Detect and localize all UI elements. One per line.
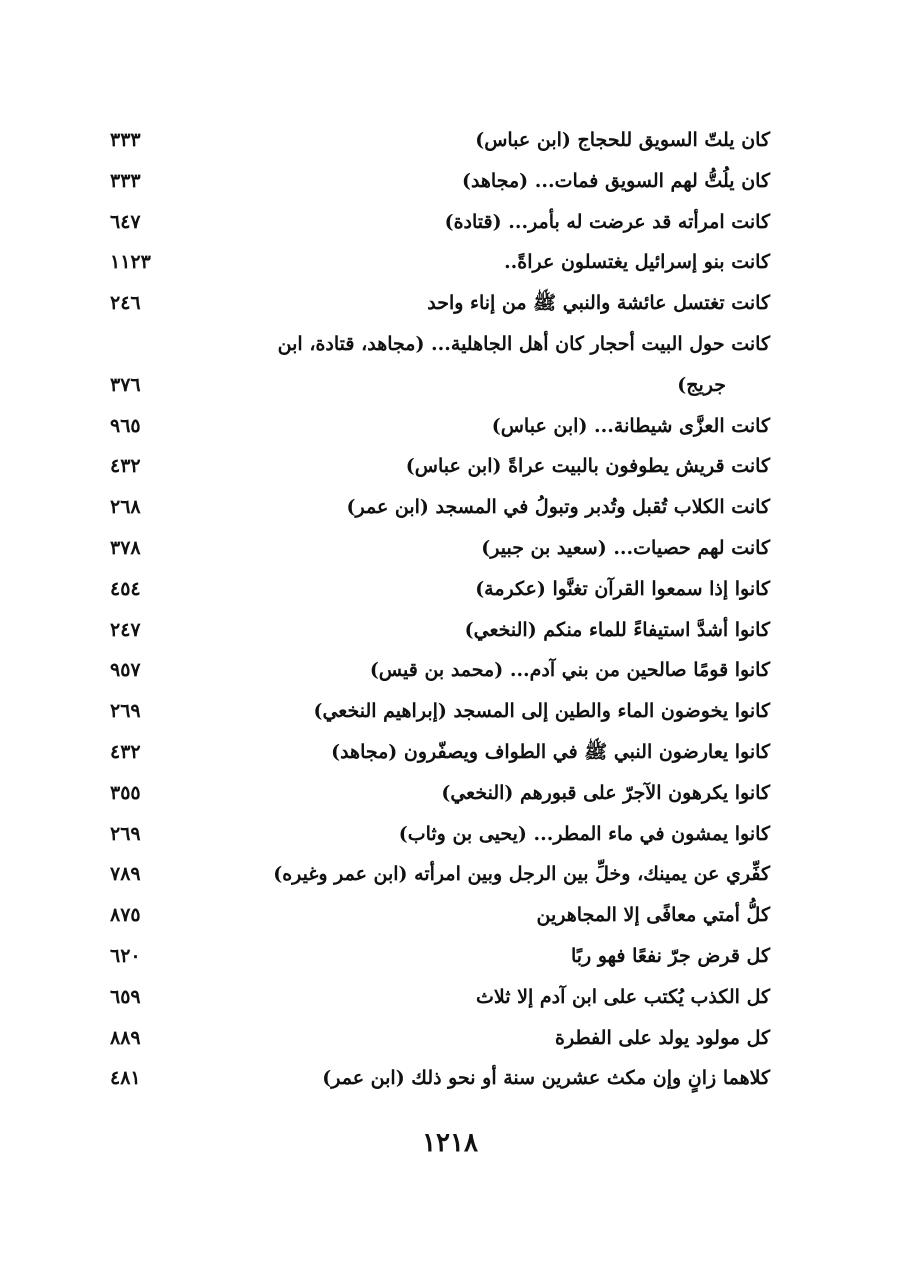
list-item [110, 1059, 770, 1100]
entry-page: ٣٧٦ [110, 373, 141, 396]
entry-page: ٩٦٥ [110, 414, 141, 437]
list-item [110, 162, 770, 203]
list-item [110, 978, 770, 1019]
list-item [110, 121, 770, 162]
list-item [110, 855, 770, 896]
entry-page: ٣٥٥ [110, 781, 141, 804]
list-item [110, 896, 770, 937]
list-item [110, 529, 770, 570]
entry-text: كانوا إذا سمعوا القرآن تغنَّوا (عكرمة) [475, 577, 770, 600]
list-item [110, 611, 770, 652]
entry-page: ١١٢٣ [110, 251, 151, 274]
entry-text: كانت الكلاب تُقبل وتُدبر وتبولُ في المسجد (ابن عمر) [346, 496, 770, 519]
index-entries [110, 121, 770, 1100]
list-item [110, 774, 770, 815]
entry-page: ٢٦٨ [110, 496, 141, 519]
list-item [110, 407, 770, 448]
list-item [110, 447, 770, 488]
entry-page: ٦٤٧ [110, 210, 141, 233]
entry-text: كانت العزَّى شيطانة... (ابن عباس) [491, 414, 770, 437]
entry-text: كانت امرأته قد عرضت له بأمر... (قتادة) [444, 210, 770, 233]
list-item [110, 692, 770, 733]
entry-text: كفِّري عن يمينك، وخلِّ بين الرجل وبين امرأته (ابن عمر وغيره) [273, 863, 770, 886]
entry-page: ٢٦٩ [110, 700, 141, 723]
list-item [110, 733, 770, 774]
entry-text: جريج) [677, 373, 726, 396]
entry-text: كانت لهم حصيات... (سعيد بن جبير) [481, 536, 770, 559]
list-item [110, 284, 770, 325]
list-item [110, 488, 770, 529]
entry-text: كان يلُتُّ لهم السويق فمات... (مجاهد) [461, 169, 770, 192]
entry-page: ٤٣٢ [110, 455, 141, 478]
entry-text: كل الكذب يُكتب على ابن آدم إلا ثلاث [476, 985, 770, 1008]
entry-text: كل قرض جرّ نفعًا فهو ربًا [570, 944, 770, 967]
entry-text: كانت بنو إسرائيل يغتسلون عراةً.. [504, 251, 770, 274]
entry-text: كلاهما زانٍ وإن مكث عشرين سنة أو نحو ذلك (ابن عمر) [322, 1067, 770, 1090]
list-item [110, 937, 770, 978]
entry-text: كانوا يعارضون النبي ﷺ في الطواف ويصفّرون (مجاهد) [331, 740, 770, 763]
entry-page: ٢٦٩ [110, 822, 141, 845]
list-item [110, 203, 770, 244]
entry-page: ٢٤٧ [110, 618, 141, 641]
entry-page: ٨٧٥ [110, 904, 141, 927]
page-number: ١٢١٨ [422, 1128, 478, 1158]
entry-text: كانت قريش يطوفون بالبيت عراةً (ابن عباس) [405, 455, 770, 478]
entry-page: ٦٥٩ [110, 985, 141, 1008]
list-item [110, 1019, 770, 1060]
entry-page: ٨٨٩ [110, 1026, 141, 1049]
entry-page: ٧٨٩ [110, 863, 141, 886]
entry-text: كانوا قومًا صالحين من بني آدم... (محمد بن قيس) [369, 659, 770, 682]
entry-page: ٩٥٧ [110, 659, 141, 682]
entry-page: ٤٥٤ [110, 577, 141, 600]
entry-page: ٤٣٢ [110, 740, 141, 763]
entry-text: كانت تغتسل عائشة والنبي ﷺ من إناء واحد [427, 292, 770, 315]
list-item [110, 651, 770, 692]
entry-page: ٣٣٣ [110, 129, 141, 151]
list-item [110, 815, 770, 856]
entry-text: كانوا أشدَّ استيفاءً للماء منكم (النخعي) [464, 618, 770, 641]
entry-text: كانوا يكرهون الآجرّ على قبورهم (النخعي) [441, 781, 770, 804]
list-item [110, 570, 770, 611]
entry-page: ٣٧٨ [110, 536, 141, 559]
entry-page: ٣٣٣ [110, 169, 141, 192]
entry-text: كانوا يخوضون الماء والطين إلى المسجد (إبراهيم النخعي) [313, 700, 770, 723]
list-item-continuation [110, 366, 770, 407]
entry-text: كان يلتّ السويق للحجاج (ابن عباس) [475, 129, 770, 151]
entry-text: كل مولود يولد على الفطرة [555, 1026, 770, 1049]
entry-page: ٦٢٠ [110, 944, 141, 967]
entry-text: كانوا يمشون في ماء المطر... (يحيى بن وثاب) [398, 822, 770, 845]
entry-page: ٢٤٦ [110, 292, 141, 315]
entry-text: كانت حول البيت أحجار كان أهل الجاهلية... (مجاهد، قتادة، ابن [277, 332, 770, 355]
list-item [110, 325, 770, 366]
entry-text: كلُّ أمتي معافًى إلا المجاهرين [536, 904, 770, 927]
entry-page: ٤٨١ [110, 1067, 141, 1090]
list-item [110, 243, 770, 284]
